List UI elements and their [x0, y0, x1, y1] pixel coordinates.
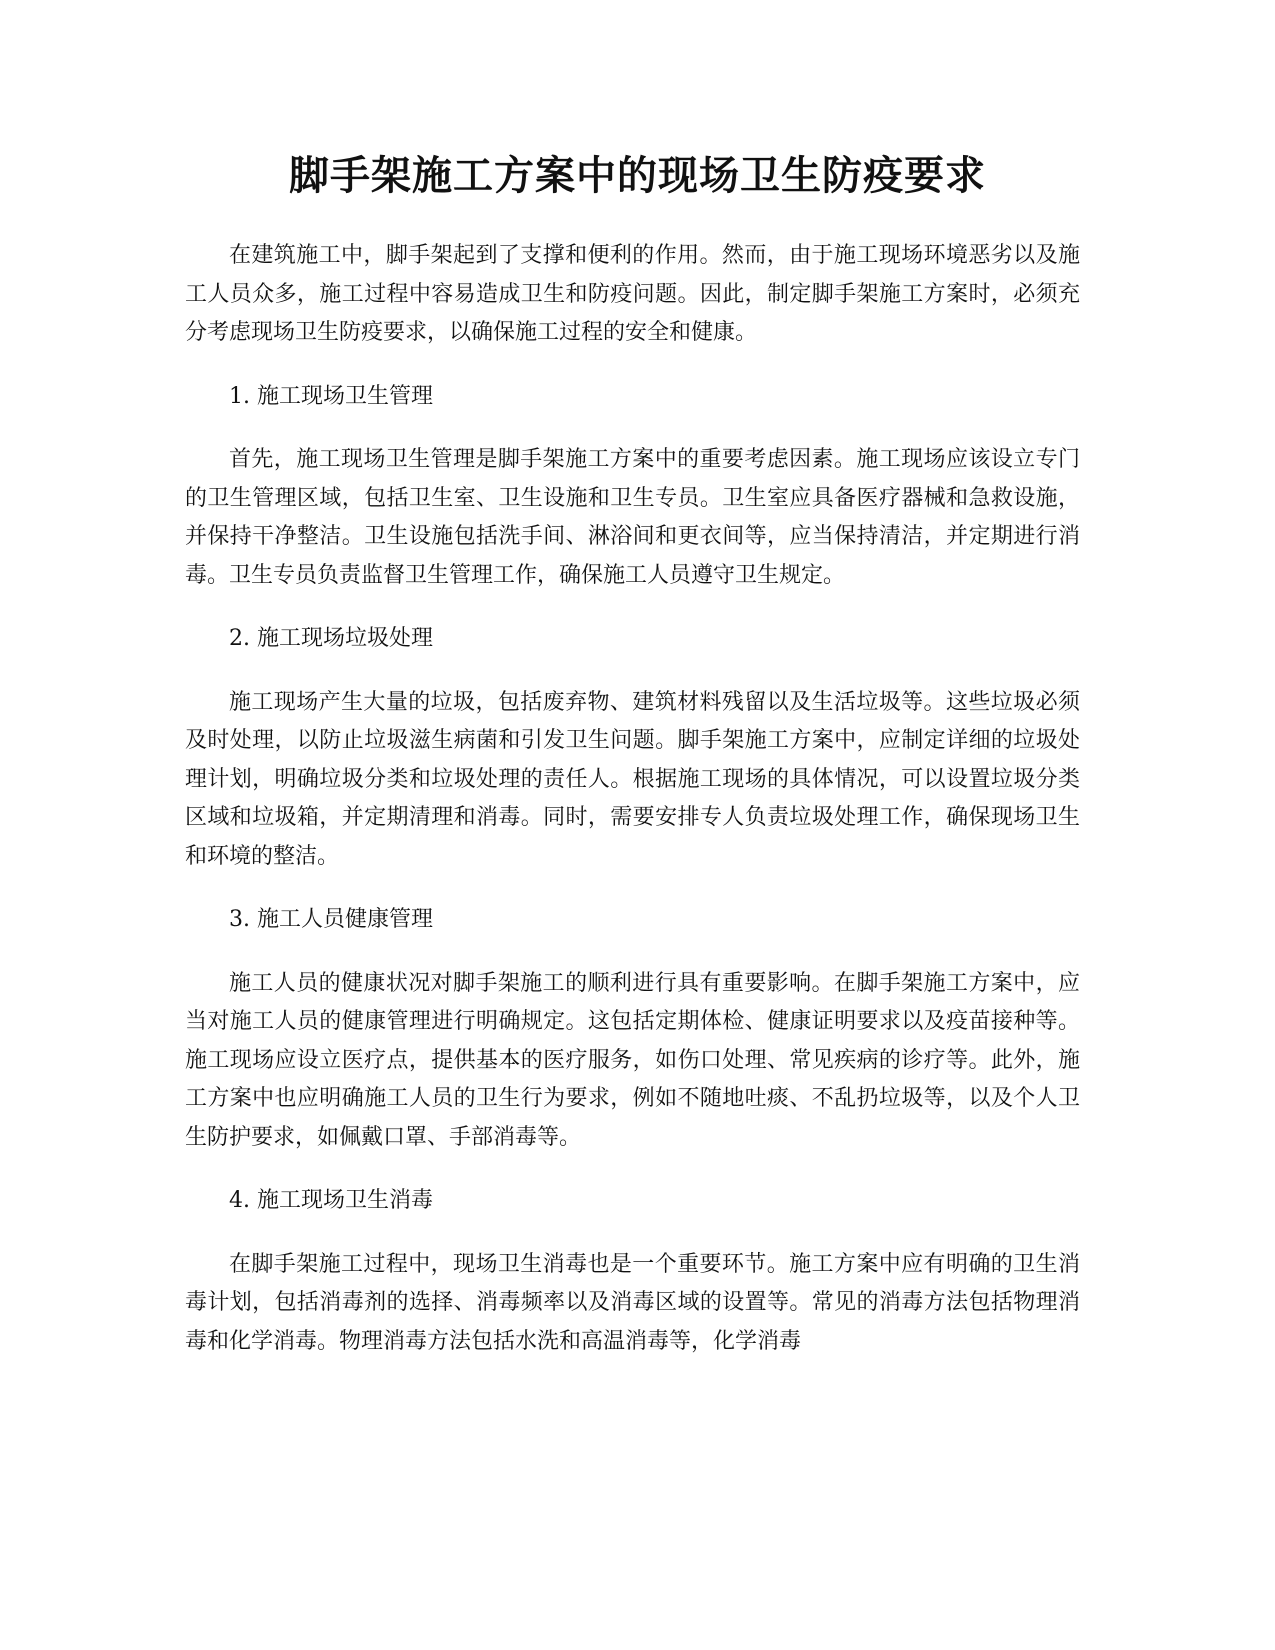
section-4-heading: 4. 施工现场卫生消毒: [229, 1188, 433, 1213]
section-2-paragraph: 施工现场产生大量的垃圾，包括废弃物、建筑材料残留以及生活垃圾等。这些垃圾必须及时处理，以防止垃圾滋生病菌和引发卫生问题。脚手架施工方案中，应制定详细的垃圾处理计划，明确垃圾分类和垃圾处理的责任人。根据施工现场的具体情况，可以设置垃圾分类区域和垃圾箱，并定期清理和消毒。同时，需要安排专人负责垃圾处理工作，确保现场卫生和环境的整洁。: [185, 689, 1080, 869]
intro-paragraph: 在建筑施工中，脚手架起到了支撑和便利的作用。然而，由于施工现场环境恶劣以及施工人员众多，施工过程中容易造成卫生和防疫问题。因此，制定脚手架施工方案时，必须充分考虑现场卫生防疫要求，以确保施工过程的安全和健康。: [185, 243, 1080, 345]
document-body: [185, 237, 1080, 1386]
section-1-paragraph: 首先，施工现场卫生管理是脚手架施工方案中的重要考虑因素。施工现场应该设立专门的卫生管理区域，包括卫生室、卫生设施和卫生专员。卫生室应具备医疗器械和急救设施，并保持干净整洁。卫生设施包括洗手间、淋浴间和更衣间等，应当保持清洁，并定期进行消毒。卫生专员负责监督卫生管理工作，确保施工人员遵守卫生规定。: [185, 447, 1080, 588]
section-4-paragraph: 在脚手架施工过程中，现场卫生消毒也是一个重要环节。施工方案中应有明确的卫生消毒计划，包括消毒剂的选择、消毒频率以及消毒区域的设置等。常见的消毒方法包括物理消毒和化学消毒。物理消毒方法包括水洗和高温消毒等，化学消毒: [185, 1251, 1080, 1354]
section-2-heading: 2. 施工现场垃圾处理: [229, 626, 433, 651]
document-title: 脚手架施工方案中的现场卫生防疫要求: [289, 153, 986, 199]
section-3-paragraph: 施工人员的健康状况对脚手架施工的顺利进行具有重要影响。在脚手架施工方案中，应当对施工人员的健康管理进行明确规定。这包括定期体检、健康证明要求以及疫苗接种等。施工现场应设立医疗点，提供基本的医疗服务，如伤口处理、常见疾病的诊疗等。此外，施工方案中也应明确施工人员的卫生行为要求，例如不随地吐痰、不乱扔垃圾等，以及个人卫生防护要求，如佩戴口罩、手部消毒等。: [185, 970, 1080, 1150]
section-3-heading: 3. 施工人员健康管理: [229, 907, 433, 932]
section-1-heading: 1. 施工现场卫生管理: [229, 383, 433, 409]
